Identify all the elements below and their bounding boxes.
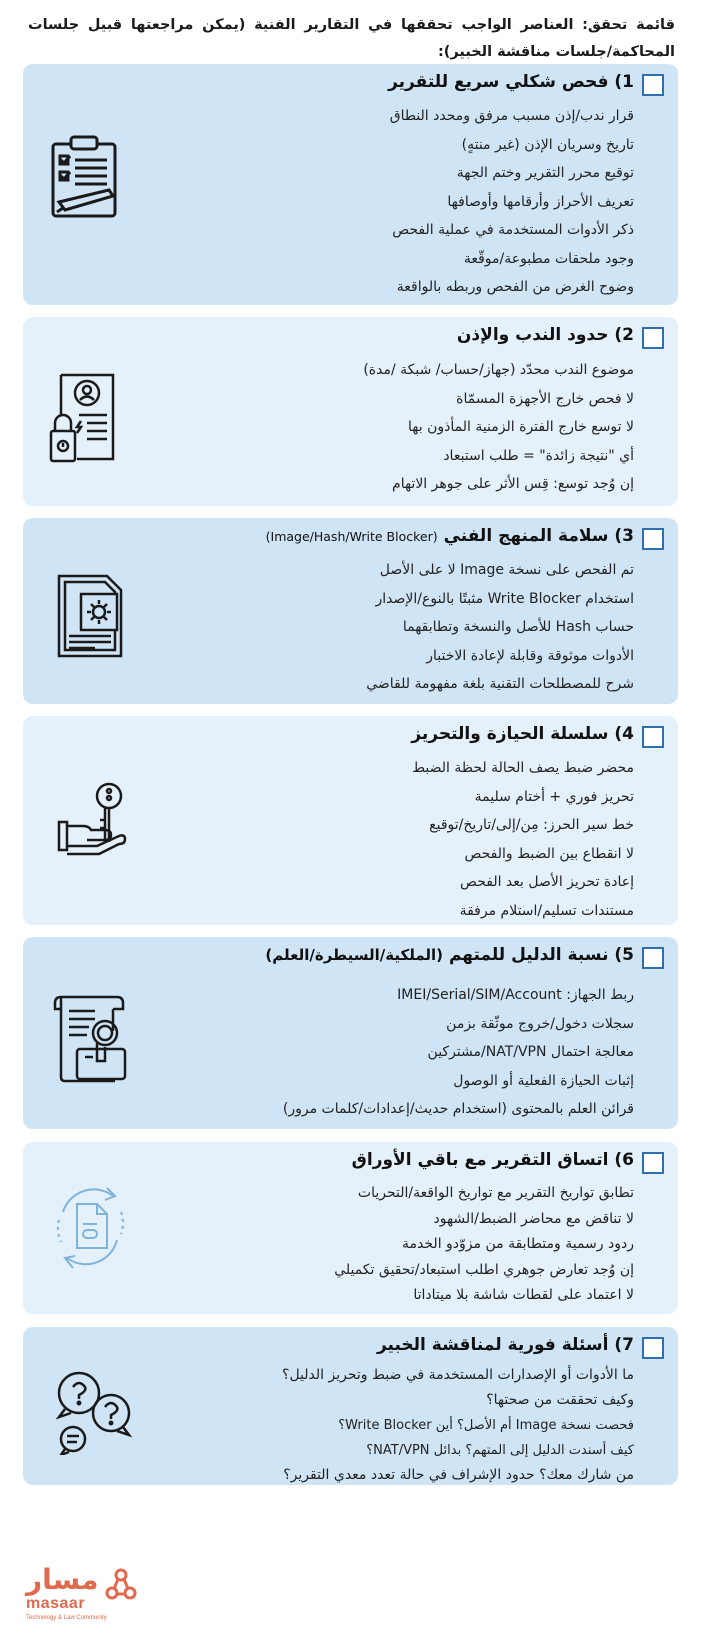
section-1-checkbox[interactable] xyxy=(642,74,664,96)
list-item: تطابق تواريخ التقرير مع تواريخ الواقعة/التحريات xyxy=(357,1185,634,1201)
list-item: توقيع محرر التقرير وختم الجهة xyxy=(456,165,634,181)
list-item: فحصت نسخة Image أم الأصل؟ أين Write Blocker؟ xyxy=(338,1418,634,1433)
list-item: خط سير الحرز: مِن/إلى/تاريخ/توقيع xyxy=(429,817,634,833)
list-item: حساب Hash للأصل والنسخة وتطابقهما xyxy=(402,619,634,635)
section-3-items xyxy=(366,556,634,699)
list-item: موضوع الندب محدّد (جهاز/حساب/ شبكة /مدة) xyxy=(363,362,634,378)
section-card-7 xyxy=(23,1327,678,1485)
section-card-4 xyxy=(23,716,678,925)
list-item: تحريز فوري + أختام سليمة xyxy=(474,788,634,805)
section-1-title: 1) فحص شكلي سريع للتقرير xyxy=(388,72,634,92)
section-7-title: 7) أسئلة فورية لمناقشة الخبير xyxy=(376,1335,634,1355)
section-1-items xyxy=(390,102,634,302)
section-card-3 xyxy=(23,518,678,704)
list-item: وضوح الغرض من الفحص وربطه بالواقعة xyxy=(396,279,634,295)
logo-arabic: مسار xyxy=(26,1563,99,1596)
list-item: معالجة احتمال NAT/VPN/مشتركين xyxy=(427,1044,634,1060)
list-item: إن وُجد توسع: قِس الأثر على جوهر الاتهام xyxy=(392,476,634,492)
list-item: استخدام Write Blocker مثبتًا بالنوع/الإصدار xyxy=(375,590,634,607)
section-card-6 xyxy=(23,1142,678,1314)
logo-latin: masaar xyxy=(26,1595,86,1612)
section-5-checkbox[interactable] xyxy=(642,947,664,969)
clipboard-checklist-icon xyxy=(49,134,123,220)
list-item: وكيف تحققت من صحتها؟ xyxy=(486,1392,634,1408)
list-item: من شارك معك؟ حدود الإشراف في حالة تعدد معدي التقرير؟ xyxy=(283,1467,634,1483)
section-7-items xyxy=(282,1363,634,1488)
list-item: قرار ندب/إذن مسبب مرفق ومحدد النطاق xyxy=(389,108,634,124)
list-item: إثبات الحيازة الفعلية أو الوصول xyxy=(453,1072,634,1089)
list-item: شرح للمصطلحات التقنية بلغة مفهومة للقاضي xyxy=(366,676,634,692)
list-item: أي "نتيجة زائدة" = طلب استبعاد xyxy=(443,447,634,464)
brand-logo xyxy=(26,1565,196,1625)
locked-document-icon xyxy=(49,371,123,465)
hand-key-icon xyxy=(57,782,127,858)
question-bubbles-icon xyxy=(51,1369,135,1455)
list-item: وجود ملحقات مطبوعة/موقّعة xyxy=(463,250,634,267)
list-item: مستندات تسليم/استلام مرفقة xyxy=(459,902,634,919)
section-6-title: 6) اتساق التقرير مع باقي الأوراق xyxy=(351,1150,634,1170)
document-magnifier-icon xyxy=(51,993,129,1083)
gear-document-icon xyxy=(55,574,125,660)
list-item: الأدوات موثوقة وقابلة لإعادة الاختبار xyxy=(426,647,634,664)
section-6-items xyxy=(334,1181,634,1309)
section-card-1 xyxy=(23,64,678,305)
section-7-checkbox[interactable] xyxy=(642,1337,664,1359)
list-item: لا انقطاع بين الضبط والفحص xyxy=(464,845,634,862)
section-6-checkbox[interactable] xyxy=(642,1152,664,1174)
logo-mark-icon xyxy=(104,1567,138,1605)
list-item: كيف أسندت الدليل إلى المتهم؟ بدائل NAT/VPN؟ xyxy=(366,1443,634,1458)
section-2-items xyxy=(363,356,634,499)
list-item: لا تناقض مع محاضر الضبط/الشهود xyxy=(433,1210,634,1227)
list-item: تاريخ وسريان الإذن (غير منتهٍ) xyxy=(461,136,634,153)
list-item: لا اعتماد على لقطات شاشة بلا ميتاداتا xyxy=(413,1287,634,1303)
section-3-checkbox[interactable] xyxy=(642,528,664,550)
list-item: لا توسع خارج الفترة الزمنية المأذون بها xyxy=(408,419,634,435)
list-item: تم الفحص على نسخة Image لا على الأصل xyxy=(379,562,634,578)
list-item: ربط الجهاز: IMEI/Serial/SIM/Account xyxy=(397,987,634,1003)
list-item: ذكر الأدوات المستخدمة في عملية الفحص xyxy=(392,222,634,238)
section-card-5 xyxy=(23,937,678,1129)
list-item: محضر ضبط يصف الحالة لحظة الضبط xyxy=(412,760,634,776)
section-2-title: 2) حدود الندب والإذن xyxy=(456,325,634,345)
section-5-title: 5) نسبة الدليل للمتهم (الملكية/السيطرة/العلم) xyxy=(265,945,634,965)
list-item: إن وُجد تعارض جوهري اطلب استبعاد/تحقيق تكميلي xyxy=(334,1261,634,1278)
section-5-items xyxy=(283,981,634,1124)
list-item: سجلات دخول/خروج موثّقة بزمن xyxy=(446,1015,634,1032)
page-intro: قائمة تحقق: العناصر الواجب تحققها في التقارير الفنية (يمكن مراجعتها قبيل جلسات المحاكمة/جلسات مناقشة الخبير): xyxy=(28,17,675,60)
section-3-title: 3) سلامة المنهج الفني (Image/Hash/Write Blocker) xyxy=(265,526,634,546)
section-card-2 xyxy=(23,317,678,506)
list-item: لا فحص خارج الأجهزة المسمّاة xyxy=(456,390,634,407)
logo-tagline: Technology & Law Community xyxy=(26,1615,107,1621)
section-4-title: 4) سلسلة الحيازة والتحريز xyxy=(411,724,634,744)
sync-document-icon xyxy=(47,1182,133,1272)
list-item: قرائن العلم بالمحتوى (استخدام حديث/إعدادات/كلمات مرور) xyxy=(282,1101,634,1117)
section-4-checkbox[interactable] xyxy=(642,726,664,748)
list-item: تعريف الأحراز وأرقامها وأوصافها xyxy=(447,193,634,210)
list-item: ردود رسمية ومتطابقة من مزوّدو الخدمة xyxy=(402,1236,634,1252)
list-item: إعادة تحريز الأصل بعد الفحص xyxy=(460,874,634,890)
section-2-checkbox[interactable] xyxy=(642,327,664,349)
section-4-items xyxy=(412,754,634,925)
list-item: ما الأدوات أو الإصدارات المستخدمة في ضبط وتحريز الدليل؟ xyxy=(282,1367,634,1383)
